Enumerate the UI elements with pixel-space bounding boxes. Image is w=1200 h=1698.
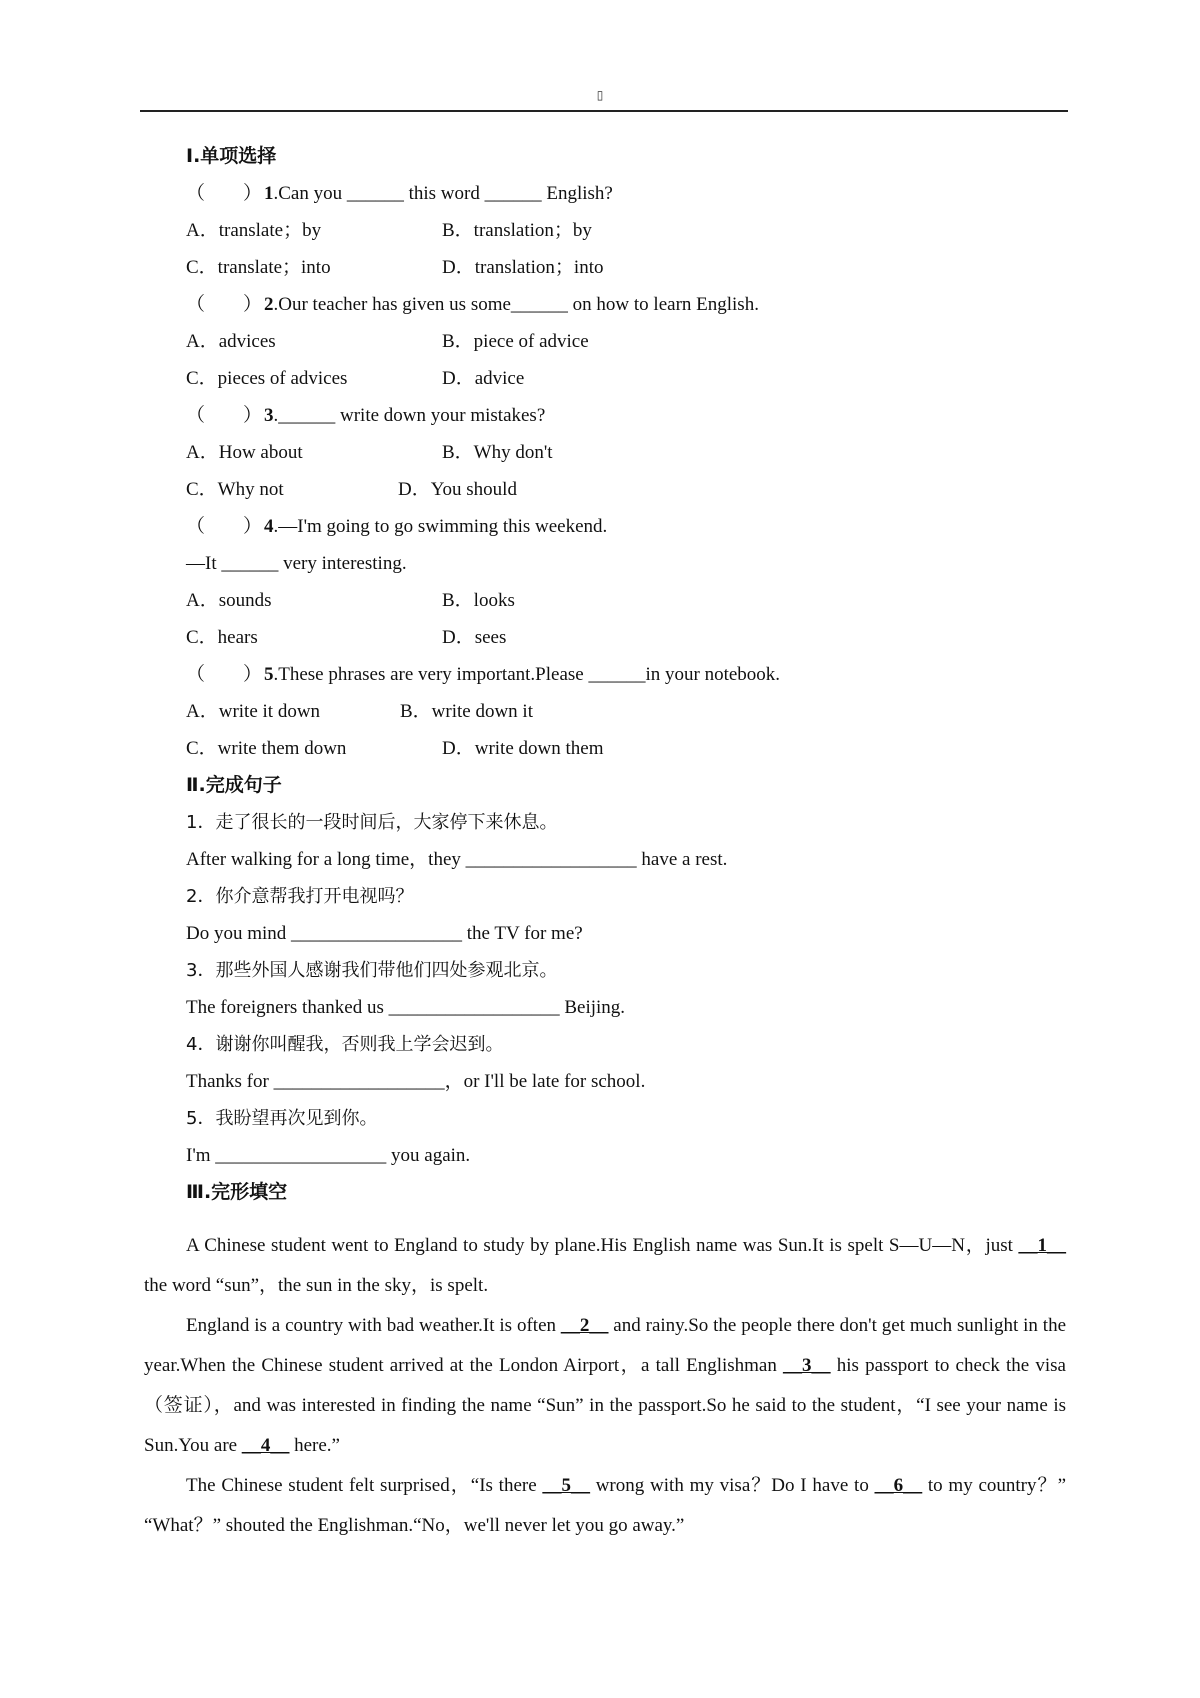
paragraph-text: to my country？” “What？” shouted the Englishman.“No，we'll never let you go away.”: [144, 1475, 1066, 1536]
sentence-3-chinese: 3．那些外国人感谢我们带他们四处参观北京。: [186, 960, 558, 981]
question-number: 5: [264, 664, 274, 685]
sentence-4-english: Thanks for __________________，or I'll be late for school.: [186, 1071, 646, 1092]
header-rule: [140, 110, 1068, 112]
paragraph-text: A Chinese student went to England to study by plane.His English name was Sun.It is spelt S—U—N，just: [186, 1235, 1019, 1256]
cloze-blank-5: __5__: [542, 1475, 590, 1496]
option-b: B．looks: [442, 590, 515, 611]
question-number: 4: [264, 516, 274, 537]
cloze-blank-6: __6__: [874, 1475, 923, 1496]
sentence-5-chinese: 5．我盼望再次见到你。: [186, 1108, 378, 1129]
options-row: [186, 249, 1066, 286]
cloze-blank-1: __1__: [1018, 1235, 1066, 1256]
option-a: A．sounds: [186, 590, 272, 611]
option-d: D．advice: [442, 368, 525, 389]
option-b: B．write down it: [400, 701, 533, 722]
answer-paren: （ ）: [186, 664, 263, 685]
options-row: [186, 693, 1066, 730]
options-row: [186, 471, 1066, 508]
option-c: C．Why not: [186, 479, 284, 500]
question-5: [186, 656, 1066, 693]
question-number: 2: [264, 294, 274, 315]
cloze-paragraph-3: [144, 1466, 1066, 1546]
option-b: B．piece of advice: [442, 331, 589, 352]
cloze-paragraph-2: [144, 1306, 1066, 1466]
answer-paren: （ ）: [186, 183, 263, 204]
option-d: D．You should: [398, 479, 517, 500]
sentence-1-chinese: 1．走了很长的一段时间后，大家停下来休息。: [186, 812, 558, 833]
paragraph-text: and rainy.So the people there don't get much sunlight in the year.When the Chinese student arrived at the London Airport，a tall Englishman: [144, 1315, 1067, 1376]
paragraph-text: his passport to check the visa（签证），and was interested in finding the name “Sun” in the passport.So he said to the student，“I see your name is Sun.You are: [144, 1355, 1066, 1456]
options-row: [186, 323, 1066, 360]
sentence-2-english: Do you mind __________________ the TV for me?: [186, 923, 583, 944]
option-d: D．translation；into: [442, 257, 604, 278]
question-stem: .—I'm going to go swimming this weekend.: [273, 516, 608, 537]
options-row: [186, 730, 1066, 767]
question-4: [186, 508, 1066, 545]
option-c: C．write them down: [186, 738, 347, 759]
option-d: D．sees: [442, 627, 507, 648]
answer-paren: （ ）: [186, 294, 263, 315]
option-a: A．write it down: [186, 701, 321, 722]
cloze-paragraph-1: [144, 1226, 1066, 1306]
options-row: [186, 360, 1066, 397]
question-stem: .Our teacher has given us some______ on how to learn English.: [273, 294, 759, 315]
option-b: B．translation；by: [442, 220, 592, 241]
option-a: A．How about: [186, 442, 303, 463]
question-1: [186, 175, 1066, 212]
header-mark: ▯: [596, 88, 604, 102]
option-a: A．translate；by: [186, 220, 322, 241]
sentence-3-english: The foreigners thanked us __________________ Beijing.: [186, 997, 626, 1018]
question-number: 1: [264, 183, 274, 204]
question-number: 3: [264, 405, 274, 426]
paragraph-text: the word “sun”，the sun in the sky，is spelt.: [144, 1275, 489, 1296]
option-c: C．hears: [186, 627, 258, 648]
sentence-2-chinese: 2．你介意帮我打开电视吗？: [186, 886, 414, 907]
answer-paren: （ ）: [186, 405, 263, 426]
option-a: A．advices: [186, 331, 276, 352]
cloze-blank-4: __4__: [241, 1435, 290, 1456]
question-3: [186, 397, 1066, 434]
question-stem: .______ write down your mistakes?: [273, 405, 546, 426]
paragraph-text: The Chinese student felt surprised，“Is there: [186, 1475, 543, 1496]
question-4-line-2: —It ______ very interesting.: [186, 553, 407, 574]
options-row: [186, 619, 1066, 656]
answer-paren: （ ）: [186, 516, 263, 537]
question-stem: .These phrases are very important.Please ______in your notebook.: [273, 664, 781, 685]
option-b: B．Why don't: [442, 442, 553, 463]
option-c: C．translate；into: [186, 257, 331, 278]
section-title-complete-sentences: Ⅱ.完成句子: [186, 774, 282, 796]
question-stem: .Can you ______ this word ______ English?: [273, 183, 613, 204]
options-row: [186, 582, 1066, 619]
question-2: [186, 286, 1066, 323]
sentence-5-english: I'm __________________ you again.: [186, 1145, 471, 1166]
section-title-multiple-choice: Ⅰ.单项选择: [186, 145, 277, 167]
paragraph-text: England is a country with bad weather.It is often: [186, 1315, 561, 1336]
paragraph-text: wrong with my visa？Do I have to: [589, 1475, 875, 1496]
section-title-cloze: Ⅲ.完形填空: [186, 1181, 288, 1203]
sentence-1-english: After walking for a long time，they __________________ have a rest.: [186, 849, 728, 870]
cloze-blank-3: __3__: [783, 1355, 831, 1376]
option-c: C．pieces of advices: [186, 368, 348, 389]
options-row: [186, 434, 1066, 471]
paragraph-text: here.”: [289, 1435, 340, 1456]
cloze-blank-2: __2__: [560, 1315, 609, 1336]
worksheet-content: [186, 138, 1066, 1211]
option-d: D．write down them: [442, 738, 604, 759]
sentence-4-chinese: 4．谢谢你叫醒我，否则我上学会迟到。: [186, 1034, 504, 1055]
options-row: [186, 212, 1066, 249]
